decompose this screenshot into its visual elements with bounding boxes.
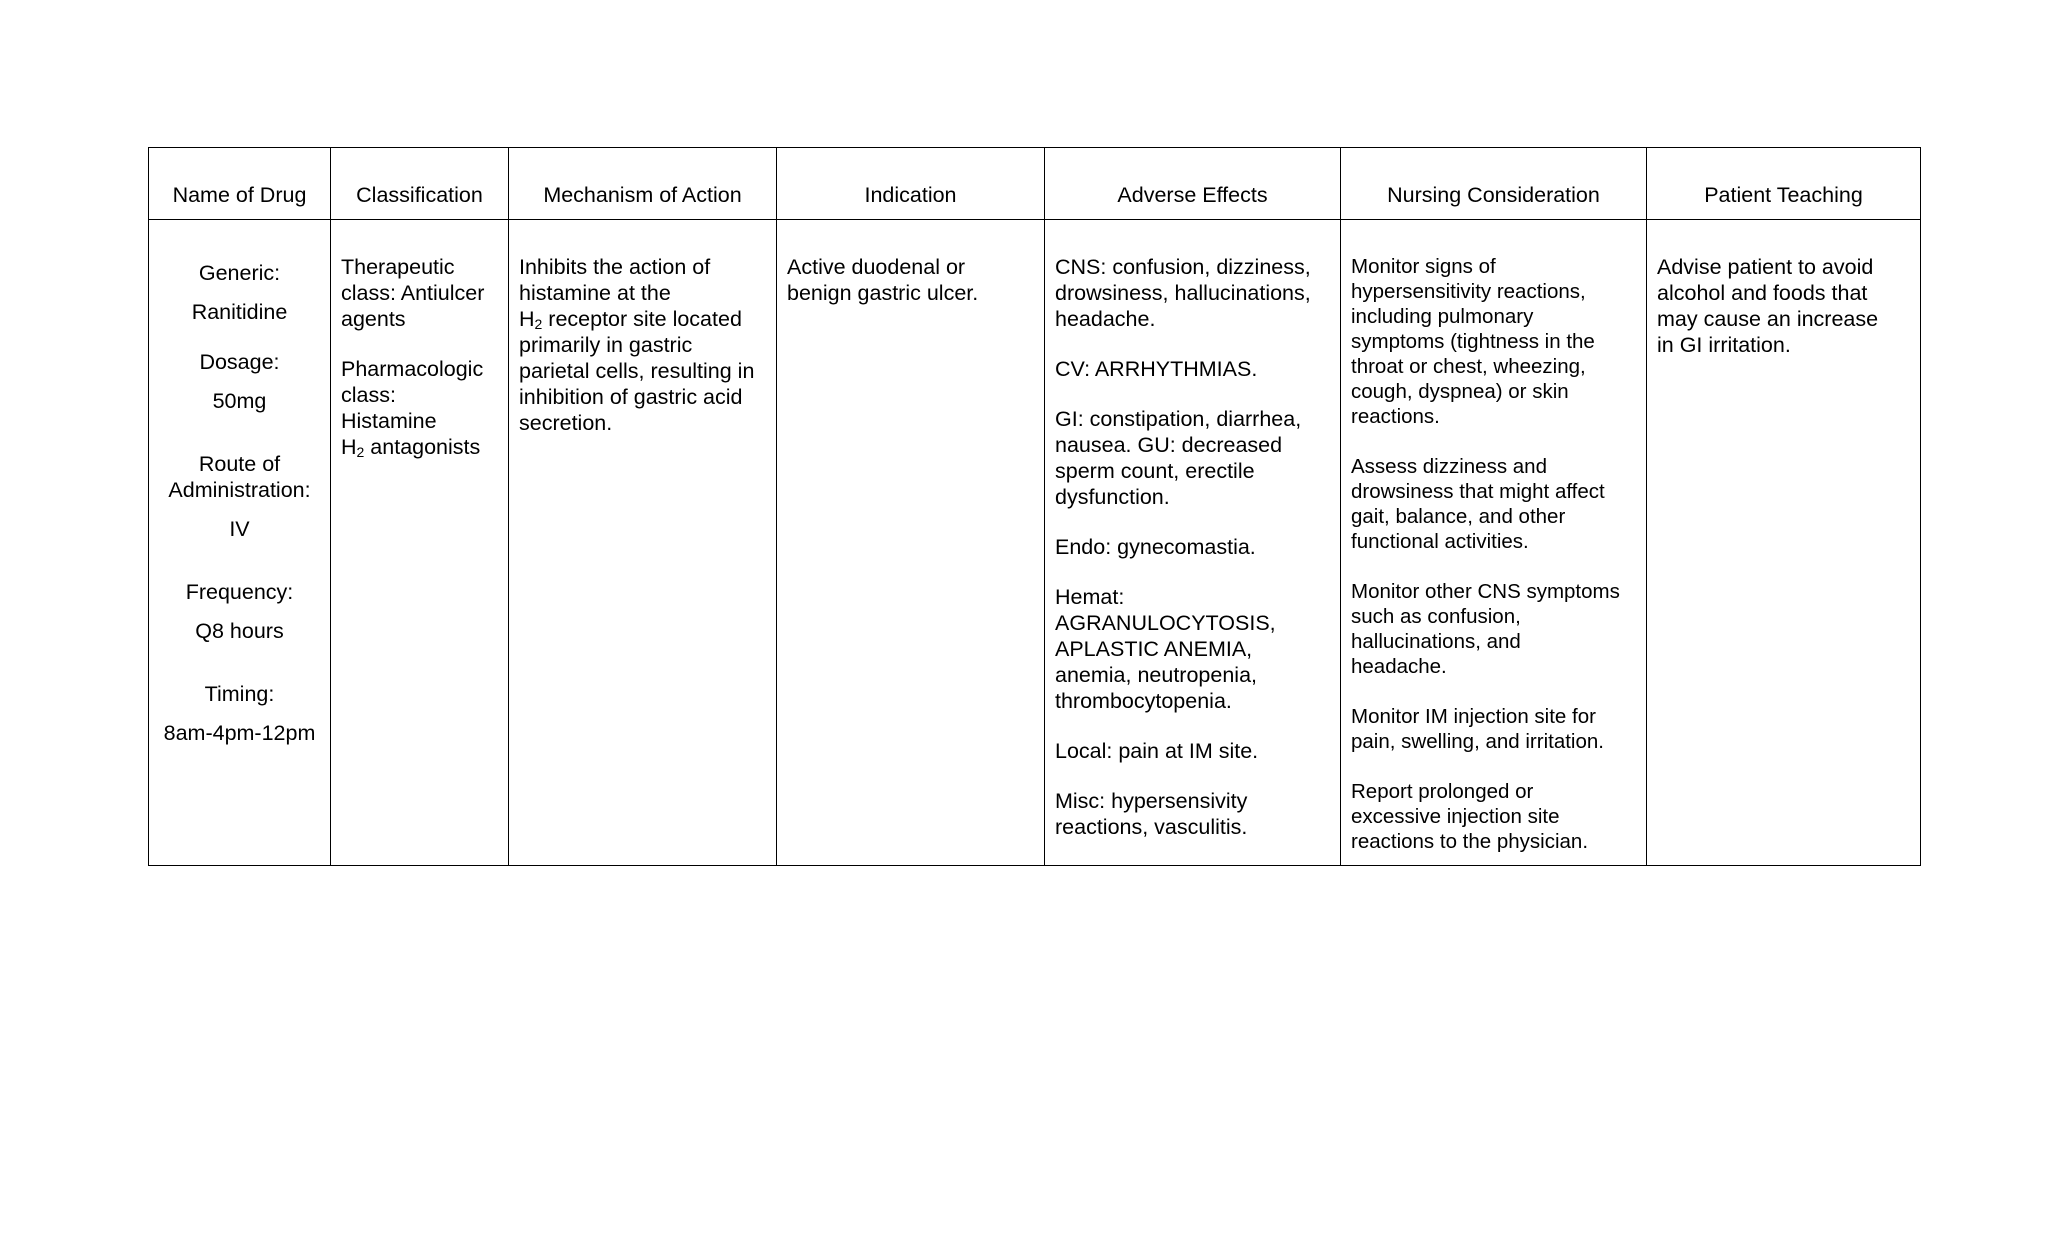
nursing-consideration-line: hallucinations, and xyxy=(1351,630,1521,653)
nursing-consideration-line: reactions. xyxy=(1351,405,1440,428)
adverse-effect-line: Misc: hypersensivity xyxy=(1055,789,1248,813)
adverse-effect-line: CNS: confusion, dizziness, xyxy=(1055,255,1311,279)
frequency-value: Q8 hours xyxy=(195,619,284,643)
drug-study-table xyxy=(148,147,1921,866)
classification-cell xyxy=(331,220,509,866)
nursing-consideration-line: including pulmonary xyxy=(1351,305,1534,328)
adverse-effect-line: sperm count, erectile xyxy=(1055,459,1255,483)
nursing-consideration-paragraph xyxy=(1351,254,1636,429)
nursing-consideration-line: Monitor IM injection site for xyxy=(1351,705,1596,728)
adverse-effects-cell xyxy=(1045,220,1341,866)
adverse-effect-line: AGRANULOCYTOSIS, xyxy=(1055,611,1276,635)
nursing-consideration-line: excessive injection site xyxy=(1351,805,1560,828)
adverse-effect-paragraph xyxy=(1055,788,1330,840)
nursing-consideration-line: hypersensitivity reactions, xyxy=(1351,280,1586,303)
adverse-effect-line: Local: pain at IM site. xyxy=(1055,739,1259,763)
adverse-effect-line: thrombocytopenia. xyxy=(1055,689,1232,713)
adverse-effect-line: GI: constipation, diarrhea, xyxy=(1055,407,1302,431)
nursing-consideration-line: headache. xyxy=(1351,655,1447,678)
nursing-consideration-line: symptoms (tightness in the xyxy=(1351,330,1595,353)
nursing-consideration-line: Monitor signs of xyxy=(1351,255,1496,278)
header-nursing-consideration: Nursing Consideration xyxy=(1341,148,1647,220)
nursing-consideration-line: functional activities. xyxy=(1351,530,1529,553)
nursing-consideration-line: reactions to the physician. xyxy=(1351,830,1589,853)
adverse-effect-line: reactions, vasculitis. xyxy=(1055,815,1248,839)
route-label: Route of xyxy=(198,452,281,476)
timing-label: Timing: xyxy=(204,682,275,706)
nursing-consideration-line: Assess dizziness and xyxy=(1351,455,1547,478)
adverse-effect-line: dysfunction. xyxy=(1055,485,1170,509)
table-row xyxy=(149,220,1921,866)
nursing-consideration-cell xyxy=(1341,220,1647,866)
nursing-consideration-line: cough, dyspnea) or skin xyxy=(1351,380,1569,403)
adverse-effect-line: drowsiness, hallucinations, xyxy=(1055,281,1311,305)
header-mechanism-of-action: Mechanism of Action xyxy=(509,148,777,220)
adverse-effect-line: CV: ARRHYTHMIAS. xyxy=(1055,357,1258,381)
patient-teaching-line: may cause an increase xyxy=(1657,307,1879,331)
patient-teaching-line: Advise patient to avoid xyxy=(1657,255,1874,279)
indication-cell: Active duodenal or benign gastric ulcer. xyxy=(777,220,1045,866)
adverse-effect-paragraph xyxy=(1055,584,1330,714)
nursing-consideration-line: throat or chest, wheezing, xyxy=(1351,355,1586,378)
generic-label: Generic: xyxy=(198,261,281,285)
drug-name-cell xyxy=(149,220,331,866)
frequency-label: Frequency: xyxy=(185,580,294,604)
nursing-consideration-line: drowsiness that might affect xyxy=(1351,480,1605,503)
dosage-label: Dosage: xyxy=(199,350,280,374)
header-adverse-effects: Adverse Effects xyxy=(1045,148,1341,220)
header-classification: Classification xyxy=(331,148,509,220)
adverse-effect-paragraph xyxy=(1055,254,1330,332)
nursing-consideration-paragraph xyxy=(1351,454,1636,554)
header-name-of-drug: Name of Drug xyxy=(149,148,331,220)
header-row xyxy=(149,148,1921,220)
nursing-consideration-line: pain, swelling, and irritation. xyxy=(1351,730,1604,753)
adverse-effect-paragraph xyxy=(1055,738,1330,764)
nursing-consideration-paragraph xyxy=(1351,779,1636,854)
dosage-value: 50mg xyxy=(212,389,267,413)
route-value: IV xyxy=(229,517,250,541)
header-patient-teaching: Patient Teaching xyxy=(1647,148,1921,220)
generic-value: Ranitidine xyxy=(191,300,288,324)
timing-value: 8am-4pm-12pm xyxy=(163,721,316,745)
adverse-effect-line: APLASTIC ANEMIA, xyxy=(1055,637,1253,661)
adverse-effect-line: Endo: gynecomastia. xyxy=(1055,535,1256,559)
patient-teaching-cell xyxy=(1647,220,1921,866)
adverse-effect-paragraph xyxy=(1055,356,1330,382)
nursing-consideration-line: Monitor other CNS symptoms xyxy=(1351,580,1620,603)
adverse-effect-paragraph xyxy=(1055,406,1330,510)
nursing-consideration-line: such as confusion, xyxy=(1351,605,1521,628)
header-indication: Indication xyxy=(777,148,1045,220)
nursing-consideration-line: Report prolonged or xyxy=(1351,780,1534,803)
adverse-effect-line: anemia, neutropenia, xyxy=(1055,663,1258,687)
patient-teaching-line: in GI irritation. xyxy=(1657,333,1791,357)
patient-teaching-line: alcohol and foods that xyxy=(1657,281,1868,305)
nursing-consideration-paragraph xyxy=(1351,579,1636,679)
pharmacologic-class: Pharmacologic class: Histamine $H_2$ antagonists xyxy=(341,357,484,460)
adverse-effect-line: headache. xyxy=(1055,307,1156,331)
mechanism-of-action-cell: Inhibits the action of histamine at the $H_2$ receptor site located primarily in gastric parietal cells, resulting in inhibition of gastric acid secretion. xyxy=(509,220,777,866)
nursing-consideration-line: gait, balance, and other xyxy=(1351,505,1566,528)
route-label-continued: Administration: xyxy=(168,478,311,502)
nursing-consideration-paragraph xyxy=(1351,704,1636,754)
adverse-effect-line: nausea. GU: decreased xyxy=(1055,433,1283,457)
adverse-effect-line: Hemat: xyxy=(1055,585,1125,609)
adverse-effect-paragraph xyxy=(1055,534,1330,560)
therapeutic-class: Therapeutic class: Antiulcer agents xyxy=(341,255,485,331)
